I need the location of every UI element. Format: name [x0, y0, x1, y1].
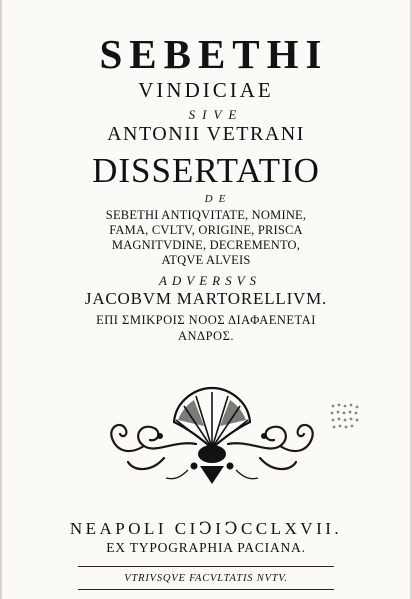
imprint-printer: EX TYPOGRAPHIA PACIANA.	[106, 540, 306, 555]
subject-line-4: ATQVE ALVEIS	[161, 253, 251, 267]
adversus-line: ADVERSVS	[158, 273, 262, 288]
dissertatio-line: DISSERTATIO	[92, 151, 320, 190]
footer-motto: VTRIVSQVE FACVLTATIS NVTV.	[124, 573, 288, 584]
subject-line-3: MAGNITVDINE, DECREMENTO,	[111, 238, 301, 252]
de-line: DE	[204, 193, 232, 205]
title-line-2: VINDICIAE	[138, 78, 274, 102]
imprint-place-date: NEAPOLI CIↃIↃCCLXVII.	[69, 519, 343, 538]
title-line-1: SEBETHI	[99, 31, 329, 77]
sive-line: SIVE	[188, 107, 244, 122]
footer-rule-top	[78, 566, 334, 567]
subject-line-1: SEBETHI ANTIQVITATE, NOMINE,	[105, 208, 307, 222]
opponent-line: JACOBVM MARTORELLIVM.	[84, 289, 328, 308]
greek-motto-line-2: ΑΝΔΡΟΣ.	[178, 329, 234, 343]
subject-line-2: FAMA, CVLTV, ORIGINE, PRISCA	[109, 223, 303, 237]
library-stamp	[328, 402, 362, 432]
greek-motto-line-1: ΕΠΙ ΣΜΙΚΡΟΙΣ ΝΟΟΣ ΔΙΑΦΑΕΝΕΤΑΙ	[96, 313, 316, 327]
shell-ornament	[104, 380, 320, 488]
author-line: ANTONII VETRANI	[107, 123, 305, 145]
footer-rule-bottom	[78, 589, 334, 590]
